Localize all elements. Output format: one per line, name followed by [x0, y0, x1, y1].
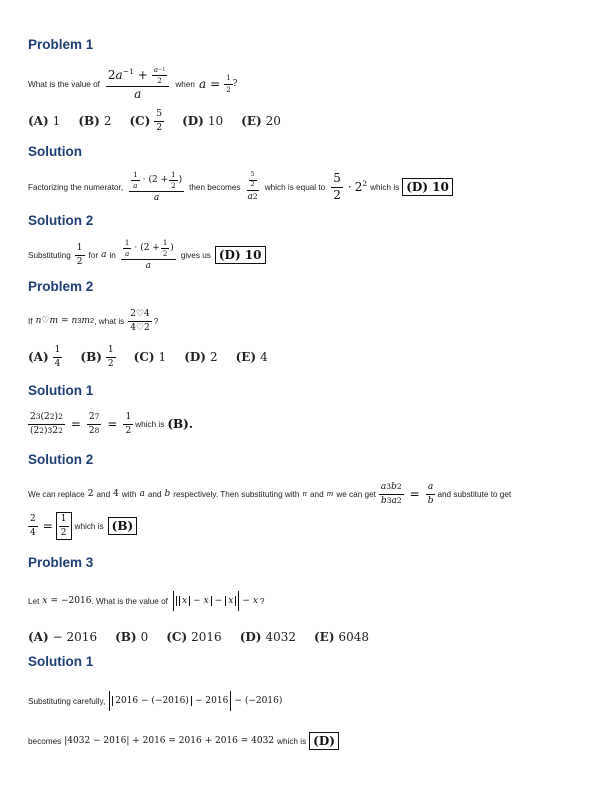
choice-e: (E) 20 — [241, 114, 281, 128]
answer-box: (B) — [108, 517, 138, 535]
solution-1-line-2: becomes |4032 − 2016| + 2016 = 2016 + 2016 = 4032 which is (D) — [28, 731, 339, 751]
choice-d: (D) 4032 — [239, 630, 296, 644]
choice-c: (C) 1 — [133, 350, 167, 364]
problem-2-question: If n ♡ m = n 3 m 2 , what is $\frac{2♡4}{4♡2}$ ? — [28, 309, 159, 333]
choice-b: (B) $\frac{1}{2}$ — [80, 345, 114, 369]
solution-2-heading: Solution 2 — [28, 452, 94, 467]
problem-1-when: when — [175, 79, 195, 89]
answer-box: (D) — [309, 732, 339, 750]
choice-e: (E) 4 — [235, 350, 268, 364]
solution-2-heading: Solution 2 — [28, 213, 94, 228]
choice-c: (C) $\frac{5}{2}$ — [129, 109, 163, 133]
problem-1-question: What is the value of $2a^{-1}$ + a −1 2 a when a = $\frac{1}{2}$ ? — [28, 66, 238, 102]
solution-1-text: Factorizing the numerator, $\frac{1}{a}$ · (2 + $\frac{1}{2}$ ) a then becomes $\frac{5}{2}$ a 2 which is equal to $\frac{5}{2}$ · $2^2$ which is (D) 10 — [28, 165, 453, 209]
problem-1-choices — [28, 110, 299, 132]
problem-3-heading: Problem 3 — [28, 555, 94, 570]
solution-2-text-line-2: $\frac{2}{4}$ = $\frac{1}{2}$ which is (B) — [28, 508, 137, 544]
problem-1-expression: $2a^{-1}$ + a −1 2 a — [106, 66, 169, 102]
solution-1-heading: Solution 1 — [28, 654, 94, 669]
problem-1-heading: Problem 1 — [28, 37, 94, 52]
solution-1-text: 2 3 (2 2 ) 2 (2 2 ) 3 2 2 = 2 7 2 8 = $\frac{1}{2}$ which is (B). — [30, 412, 194, 436]
solution-1-line-1: Substituting carefully, 2016 − (−2016) − 2016 − (−2016) — [28, 680, 282, 722]
choice-c: (C) 2016 — [166, 630, 222, 644]
problem-2-choices — [28, 342, 286, 372]
choice-d: (D) 2 — [184, 350, 218, 364]
problem-1-prefix: What is the value of — [28, 79, 100, 89]
choice-a: (A) 1 — [28, 114, 61, 128]
problem-2-heading: Problem 2 — [28, 279, 94, 294]
problem-3-choices — [28, 626, 387, 648]
choice-a: (A) − 2016 — [28, 630, 98, 644]
solution-2-text: Substituting $\frac{1}{2}$ for a in $\frac{1}{a}$ · (2 + $\frac{1}{2}$ ) a gives us (D) 10 — [28, 234, 266, 276]
answer-box-2: (D) 10 — [215, 246, 266, 264]
choice-b: (B) 2 — [78, 114, 112, 128]
solution-1-heading: Solution 1 — [28, 383, 94, 398]
choice-d: (D) 10 — [182, 114, 224, 128]
answer-box: (D) 10 — [402, 178, 453, 196]
choice-a: (A) $\frac{1}{4}$ — [28, 345, 61, 369]
choice-e: (E) 6048 — [314, 630, 370, 644]
choice-b: (B) 0 — [115, 630, 149, 644]
problem-3-question: Let x = −2016 . What is the value of x − x − x − x ? — [28, 580, 264, 622]
solution-heading: Solution — [28, 144, 82, 159]
solution-2-text-line-1: We can replace 2 and 4 with a and b respectively. Then substituting with n and m we can get a 3 b 2 b 3 a 2 = $\frac{a}{b}$ and substitute to get — [28, 482, 512, 506]
